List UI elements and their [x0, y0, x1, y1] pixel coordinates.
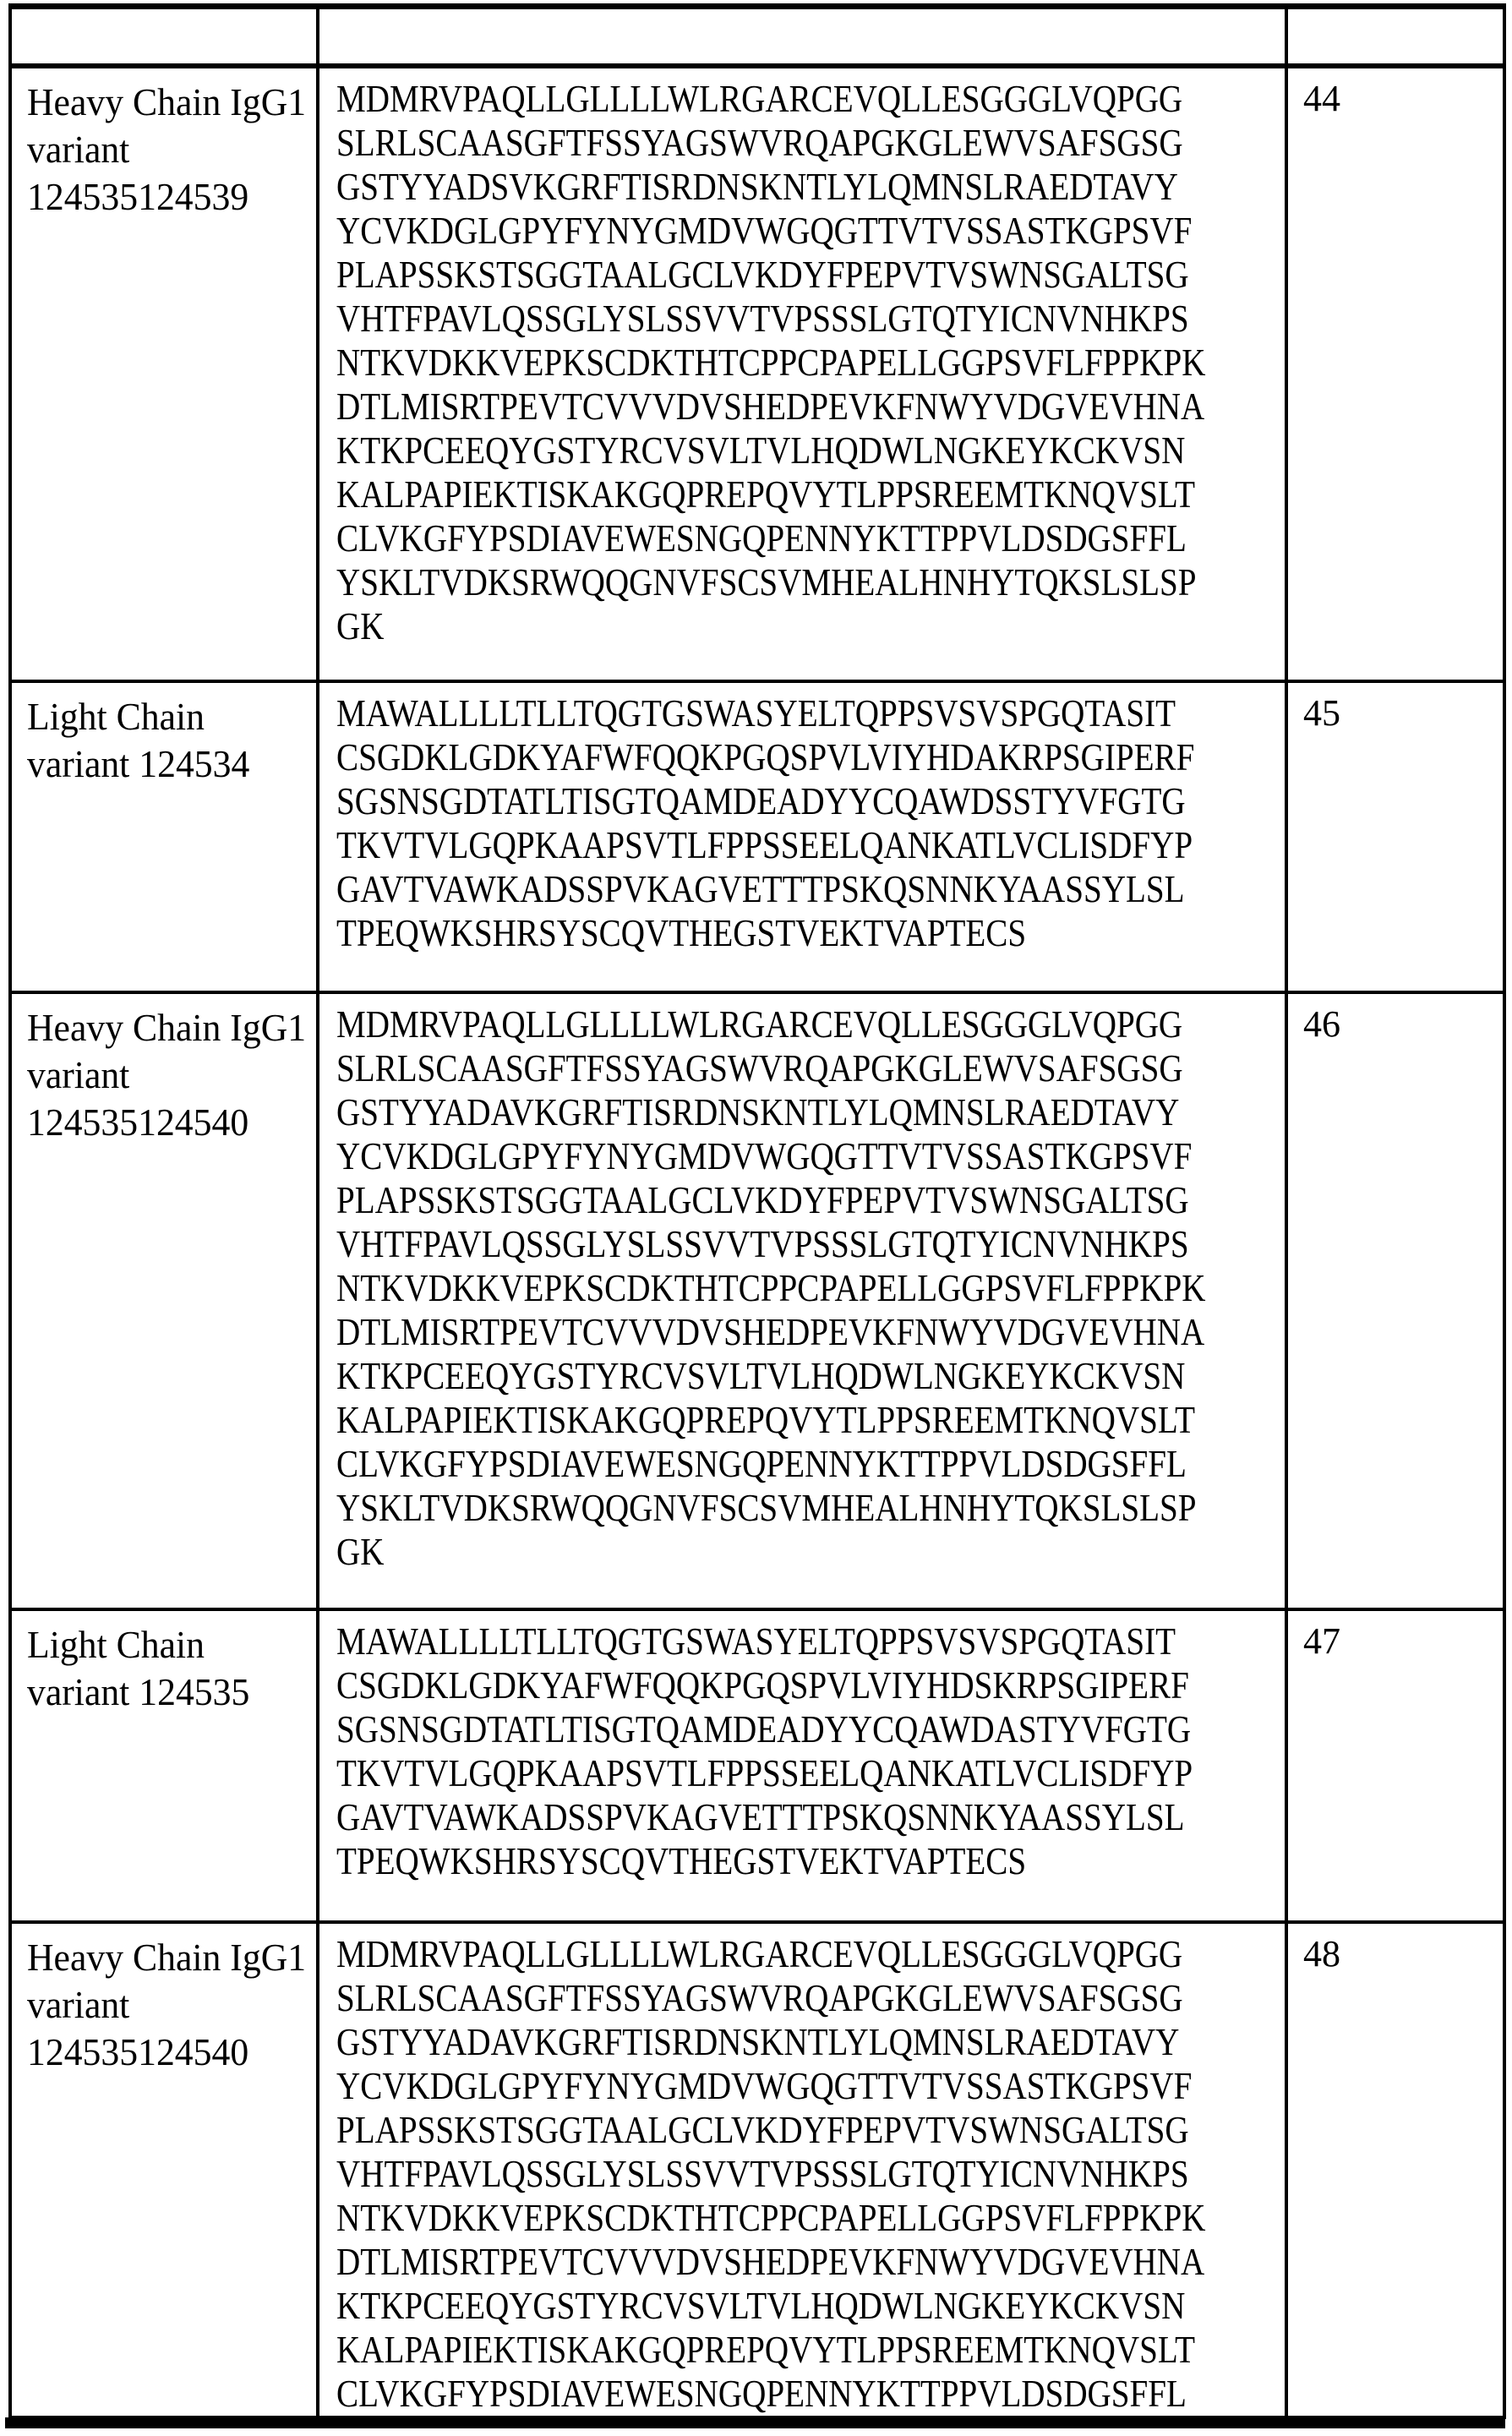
- sequence-line: VHTFPAVLQSSGLYSLSSVVTVPSSSLGTQTYICNVNHKPS: [336, 2152, 1189, 2195]
- amino-acid-sequence-cell: [318, 1609, 1286, 1922]
- variant-name-line: Light Chain: [27, 1623, 205, 1666]
- sequence-line: KTKPCEEQYGSTYRCVSVLTVLHQDWLNGKEYKCKVSN: [336, 2284, 1186, 2327]
- sequence-line: VHTFPAVLQSSGLYSLSSVVTVPSSSLGTQTYICNVNHKPS: [336, 297, 1189, 340]
- variant-name-line: variant: [27, 128, 130, 171]
- table-row: [10, 1609, 1504, 1922]
- sequence-table-wrap: [8, 3, 1503, 2419]
- variant-name-cell: [10, 1922, 318, 2417]
- sequence-line: MAWALLLLTLLTQGTGSWASYELTQPPSVSVSPGQTASIT: [336, 1619, 1176, 1663]
- sequence-line: TKVTVLGQPKAAPSVTLFPPSSEELQANKATLVCLISDFYP: [336, 1751, 1193, 1794]
- seq-id-number: 45: [1303, 692, 1340, 734]
- sequence-line: KALPAPIEKTISKAKGQPREPQVYTLPPSREEMTKNQVSLT: [336, 2328, 1196, 2371]
- page-crop-line: [5, 2417, 1505, 2428]
- sequence-line: CLVKGFYPSDIAVEWESNGQPENNYKTTPPVLDSDGSFFL: [336, 1442, 1187, 1485]
- variant-name-cell: [10, 681, 318, 992]
- sequence-line: MAWALLLLTLLTQGTGSWASYELTQPPSVSVSPGQTASIT: [336, 691, 1176, 735]
- table-row: [10, 992, 1504, 1609]
- sequence-line: TPEQWKSHRSYSCQVTHEGSTVEKTVAPTECS: [336, 911, 1027, 954]
- sequence-line: TPEQWKSHRSYSCQVTHEGSTVEKTVAPTECS: [336, 1839, 1027, 1882]
- sequence-line: DTLMISRTPEVTCVVVDVSHEDPEVKFNWYVDGVEVHNA: [336, 1310, 1205, 1353]
- seq-id-cell: [1286, 66, 1504, 681]
- header-cell-sequence: [318, 7, 1286, 67]
- table-row: [10, 1922, 1504, 2417]
- sequence-line: YCVKDGLGPYFYNYGMDVWGQGTTVTVSSASTKGPSVF: [336, 2064, 1193, 2107]
- variant-name-line: Heavy Chain IgG1: [27, 80, 307, 123]
- sequence-line: GSTYYADAVKGRFTISRDNSKNTLYLQMNSLRAEDTAVY: [336, 2020, 1180, 2063]
- sequence-line: GK: [336, 1530, 385, 1573]
- variant-name-cell: [10, 66, 318, 681]
- variant-name-line: Heavy Chain IgG1: [27, 1006, 307, 1049]
- amino-acid-sequence-cell: [318, 992, 1286, 1609]
- sequence-line: CLVKGFYPSDIAVEWESNGQPENNYKTTPPVLDSDGSFFL: [336, 516, 1187, 560]
- seq-id-cell: [1286, 681, 1504, 992]
- sequence-line: KTKPCEEQYGSTYRCVSVLTVLHQDWLNGKEYKCKVSN: [336, 1354, 1186, 1397]
- sequence-line: MDMRVPAQLLGLLLLWLRGARCEVQLLESGGGLVQPGG: [336, 1002, 1183, 1046]
- variant-name-line: 124535124540: [27, 1101, 249, 1144]
- sequence-line: KTKPCEEQYGSTYRCVSVLTVLHQDWLNGKEYKCKVSN: [336, 429, 1186, 472]
- seq-id-number: 47: [1303, 1620, 1340, 1662]
- sequence-line: SLRLSCAASGFTFSSYAGSWVRQAPGKGLEWVSAFSGSG: [336, 1046, 1183, 1090]
- table-header-row: [10, 7, 1504, 67]
- seq-id-number: 48: [1303, 1933, 1340, 1974]
- sequence-line: CLVKGFYPSDIAVEWESNGQPENNYKTTPPVLDSDGSFFL: [336, 2372, 1187, 2415]
- sequence-line: CSGDKLGDKYAFWFQQKPGQSPVLVIYHDSKRPSGIPERF: [336, 1663, 1189, 1707]
- variant-name-line: Light Chain: [27, 695, 205, 738]
- sequence-line: NTKVDKKVEPKSCDKTHTCPPCPAPELLGGPSVFLFPPKPK: [336, 1266, 1206, 1309]
- variant-name-line: 124535124540: [27, 2030, 249, 2073]
- sequence-line: KALPAPIEKTISKAKGQPREPQVYTLPPSREEMTKNQVSLT: [336, 1398, 1196, 1441]
- variant-name-line: Heavy Chain IgG1: [27, 1936, 307, 1979]
- sequence-line: YCVKDGLGPYFYNYGMDVWGQGTTVTVSSASTKGPSVF: [336, 1134, 1193, 1177]
- sequence-line: DTLMISRTPEVTCVVVDVSHEDPEVKFNWYVDGVEVHNA: [336, 2240, 1205, 2283]
- seq-id-cell: [1286, 1922, 1504, 2417]
- sequence-line: SGSNSGDTATLTISGTQAMDEADYYCQAWDSSTYVFGTG: [336, 779, 1186, 822]
- sequence-line: SGSNSGDTATLTISGTQAMDEADYYCQAWDASTYVFGTG: [336, 1707, 1192, 1751]
- header-cell-variant: [10, 7, 318, 67]
- variant-name-line: variant 124534: [27, 742, 250, 785]
- seq-id-number: 46: [1303, 1003, 1340, 1045]
- amino-acid-sequence-cell: [318, 681, 1286, 992]
- sequence-line: MDMRVPAQLLGLLLLWLRGARCEVQLLESGGGLVQPGG: [336, 77, 1183, 120]
- sequence-line: NTKVDKKVEPKSCDKTHTCPPCPAPELLGGPSVFLFPPKPK: [336, 341, 1206, 384]
- table-row: [10, 681, 1504, 992]
- sequence-line: PLAPSSKSTSGGTAALGCLVKDYFPEPVTVSWNSGALTSG: [336, 253, 1189, 296]
- variant-name-line: variant: [27, 1053, 130, 1096]
- sequence-line: GAVTVAWKADSSPVKAGVETTTPSKQSNNKYAASSYLSL: [336, 1795, 1185, 1838]
- sequence-line: GK: [336, 604, 385, 647]
- sequence-line: PLAPSSKSTSGGTAALGCLVKDYFPEPVTVSWNSGALTSG: [336, 2108, 1189, 2151]
- sequence-line: SLRLSCAASGFTFSSYAGSWVRQAPGKGLEWVSAFSGSG: [336, 1976, 1183, 2019]
- sequence-line: YCVKDGLGPYFYNYGMDVWGQGTTVTVSSASTKGPSVF: [336, 209, 1193, 252]
- variant-name-cell: [10, 992, 318, 1609]
- table-row: [10, 66, 1504, 681]
- sequence-line: NTKVDKKVEPKSCDKTHTCPPCPAPELLGGPSVFLFPPKPK: [336, 2196, 1206, 2239]
- sequence-line: PLAPSSKSTSGGTAALGCLVKDYFPEPVTVSWNSGALTSG: [336, 1178, 1189, 1221]
- sequence-rows: [10, 7, 1504, 2418]
- variant-name-cell: [10, 1609, 318, 1922]
- seq-id-cell: [1286, 1609, 1504, 1922]
- sequence-line: MDMRVPAQLLGLLLLWLRGARCEVQLLESGGGLVQPGG: [336, 1932, 1183, 1975]
- variant-name-line: 124535124539: [27, 175, 249, 218]
- sequence-line: SLRLSCAASGFTFSSYAGSWVRQAPGKGLEWVSAFSGSG: [336, 121, 1183, 164]
- sequence-line: DTLMISRTPEVTCVVVDVSHEDPEVKFNWYVDGVEVHNA: [336, 385, 1205, 428]
- sequence-line: KALPAPIEKTISKAKGQPREPQVYTLPPSREEMTKNQVSLT: [336, 472, 1196, 516]
- sequence-line: CSGDKLGDKYAFWFQQKPGQSPVLVIYHDAKRPSGIPERF: [336, 735, 1195, 778]
- sequence-line: GSTYYADSVKGRFTISRDNSKNTLYLQMNSLRAEDTAVY: [336, 165, 1178, 208]
- variant-name-line: variant: [27, 1983, 130, 2026]
- sequence-line: GSTYYADAVKGRFTISRDNSKNTLYLQMNSLRAEDTAVY: [336, 1090, 1180, 1133]
- sequence-line: GAVTVAWKADSSPVKAGVETTTPSKQSNNKYAASSYLSL: [336, 867, 1185, 910]
- header-cell-seq-id: [1286, 7, 1504, 67]
- sequence-line: VHTFPAVLQSSGLYSLSSVVTVPSSSLGTQTYICNVNHKPS: [336, 1222, 1189, 1265]
- variant-name-line: variant 124535: [27, 1670, 250, 1713]
- sequence-listing-table: [8, 3, 1506, 2419]
- seq-id-cell: [1286, 992, 1504, 1609]
- seq-id-number: 44: [1303, 78, 1340, 119]
- amino-acid-sequence-cell: [318, 66, 1286, 681]
- sequence-line: TKVTVLGQPKAAPSVTLFPPSSEELQANKATLVCLISDFYP: [336, 823, 1193, 866]
- sequence-line: YSKLTVDKSRWQQGNVFSCSVMHEALHNHYTQKSLSLSP: [336, 1486, 1197, 1529]
- sequence-line: YSKLTVDKSRWQQGNVFSCSVMHEALHNHYTQKSLSLSP: [336, 560, 1197, 604]
- amino-acid-sequence-cell: [318, 1922, 1286, 2417]
